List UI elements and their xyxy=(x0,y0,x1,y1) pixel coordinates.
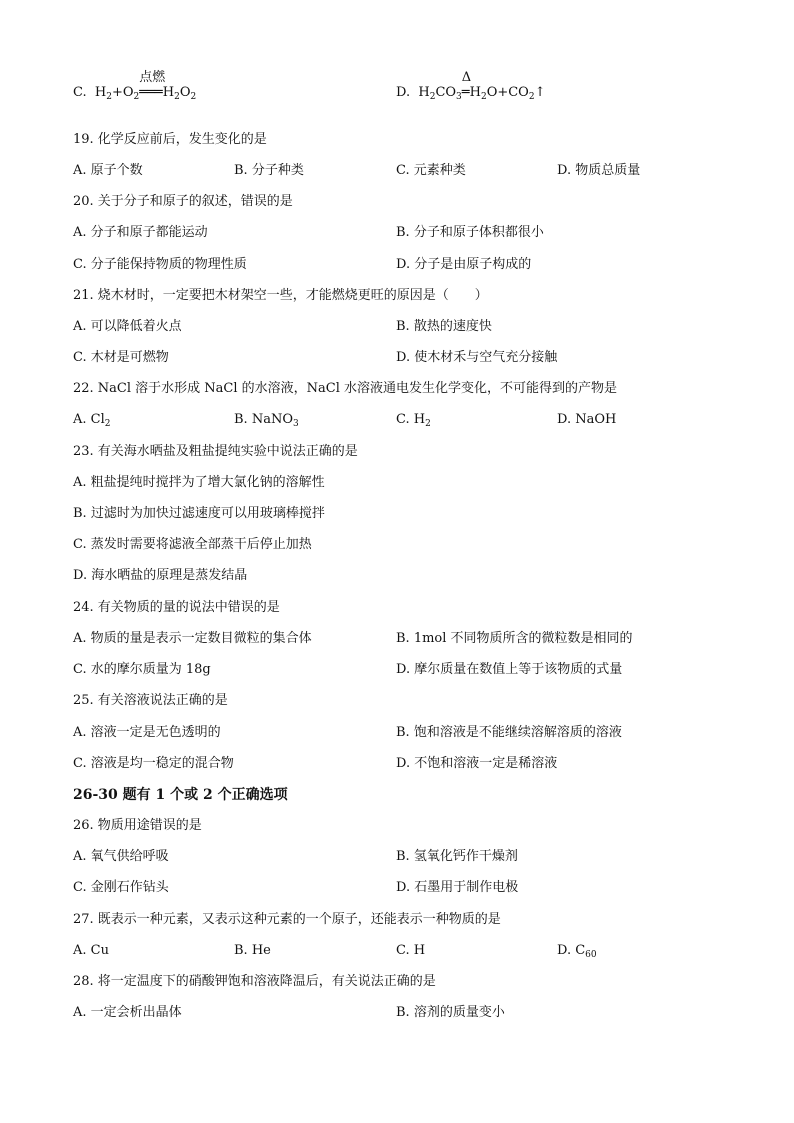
q24-stem: 24. 有关物质的量的说法中错误的是 xyxy=(73,600,280,615)
q18-d-rhs-h-sub: 2 xyxy=(480,92,487,102)
q18-d-condition: Δ xyxy=(461,70,472,85)
q27-option-a: A. Cu xyxy=(73,943,109,958)
q19-option-c: C. 元素种类 xyxy=(396,163,466,178)
q22-stem: 22. NaCl 溶于水形成 NaCl 的水溶液，NaCl 水溶液通电发生化学变化，不可能得到的产物是 xyxy=(73,381,618,396)
q24-option-c: C. 水的摩尔质量为 18g xyxy=(73,662,211,677)
q26-option-d: D. 石墨用于制作电极 xyxy=(396,880,519,895)
q20-stem: 20. 关于分子和原子的叙述，错误的是 xyxy=(73,194,293,209)
q28-option-a: A. 一定会析出晶体 xyxy=(73,1005,182,1020)
q22-option-c xyxy=(396,412,431,428)
q18-d-h: H xyxy=(418,85,430,100)
q27-option-d xyxy=(557,943,597,959)
q18-c-arrow: ═══ xyxy=(139,85,163,100)
section-title: 26-30 题有 1 个或 2 个正确选项 xyxy=(73,787,288,803)
q18-d-gas-arrow: ↑ xyxy=(534,85,546,100)
q26-option-c: C. 金刚石作钻头 xyxy=(73,880,169,895)
q25-option-d: D. 不饱和溶液一定是稀溶液 xyxy=(396,756,558,771)
q18-d-rhs-sub: 2 xyxy=(528,92,535,102)
q27-stem: 27. 既表示一种元素，又表示这种元素的一个原子，还能表示一种物质的是 xyxy=(73,912,501,927)
q22-option-a xyxy=(73,412,111,428)
q18-c-condition-arrow xyxy=(139,70,166,101)
q22-b-text: B. NaNO xyxy=(234,412,293,427)
q26-option-b: B. 氢氧化钙作干燥剂 xyxy=(396,849,518,864)
q18-d-rhs-h: H xyxy=(469,85,481,100)
q18-c-equation xyxy=(94,70,197,102)
q22-option-d: D. NaOH xyxy=(557,412,617,427)
q24-option-b: B. 1mol 不同物质所含的微粒数是相同的 xyxy=(396,631,633,646)
q19-option-b: B. 分子种类 xyxy=(234,163,304,178)
q18-c-h-sub: 2 xyxy=(106,92,112,102)
q19-option-a: A. 原子个数 xyxy=(73,163,143,178)
q18-d-co: CO xyxy=(435,85,457,100)
q20-option-d: D. 分子是由原子构成的 xyxy=(396,257,532,272)
q19-stem: 19. 化学反应前后，发生变化的是 xyxy=(73,132,267,147)
q21-stem: 21. 烧木材时，一定要把木材架空一些，才能燃烧更旺的原因是（ ） xyxy=(73,288,488,303)
q18-d-co-sub: 3 xyxy=(456,92,462,102)
q22-b-sub: 3 xyxy=(292,419,299,429)
q18-d-h-sub: 2 xyxy=(429,92,436,102)
q18-c-label: C. xyxy=(73,85,87,100)
q18-c-rhs-sub2: 2 xyxy=(190,92,197,102)
q18-d-eq: ═ xyxy=(461,85,470,100)
q22-c-sub: 2 xyxy=(425,419,431,429)
q27-d-text: D. C xyxy=(557,943,586,958)
q22-option-b xyxy=(234,412,299,428)
q21-option-c: C. 木材是可燃物 xyxy=(73,350,169,365)
q22-a-sub: 2 xyxy=(104,419,111,429)
q18-d-label: D. xyxy=(396,85,411,100)
q18-c-rhs-h: H xyxy=(162,85,175,100)
q18-option-c xyxy=(73,70,197,102)
q21-option-b: B. 散热的速度快 xyxy=(396,319,492,334)
q22-c-text: C. H xyxy=(396,412,426,427)
q20-option-b: B. 分子和原子体积都很小 xyxy=(396,225,544,240)
q26-stem: 26. 物质用途错误的是 xyxy=(73,818,202,833)
q19-option-d: D. 物质总质量 xyxy=(557,163,641,178)
q18-c-rhs-sub1: 2 xyxy=(174,92,180,102)
q23-option-d: D. 海水晒盐的原理是蒸发结晶 xyxy=(73,568,248,583)
q25-stem: 25. 有关溶液说法正确的是 xyxy=(73,693,228,708)
q26-option-a: A. 氧气供给呼吸 xyxy=(73,849,169,864)
q24-option-a: A. 物质的量是表示一定数目微粒的集合体 xyxy=(73,631,312,646)
q28-option-b: B. 溶剂的质量变小 xyxy=(396,1005,505,1020)
q21-option-d: D. 使木材禾与空气充分接触 xyxy=(396,350,558,365)
q18-c-plus-o: +O xyxy=(111,85,134,100)
q24-option-d: D. 摩尔质量在数值上等于该物质的式量 xyxy=(396,662,623,677)
q23-option-c: C. 蒸发时需要将滤液全部蒸干后停止加热 xyxy=(73,537,312,552)
q18-d-rhs-mid: O+CO xyxy=(486,85,529,100)
q25-option-a: A. 溶液一定是无色透明的 xyxy=(73,725,221,740)
q22-a-text: A. Cl xyxy=(73,412,105,427)
q18-c-h: H xyxy=(94,85,107,100)
q18-c-rhs-o: O xyxy=(179,85,191,100)
q20-option-a: A. 分子和原子都能运动 xyxy=(73,225,208,240)
q20-option-c: C. 分子能保持物质的物理性质 xyxy=(73,257,247,272)
q23-option-a: A. 粗盐提纯时搅拌为了增大氯化钠的溶解性 xyxy=(73,475,325,490)
q25-option-b: B. 饱和溶液是不能继续溶解溶质的溶液 xyxy=(396,725,622,740)
q18-d-condition-arrow xyxy=(461,70,472,101)
q28-stem: 28. 将一定温度下的硝酸钾饱和溶液降温后，有关说法正确的是 xyxy=(73,974,436,989)
q27-option-c: C. H xyxy=(396,943,426,958)
q23-option-b: B. 过滤时为加快过滤速度可以用玻璃棒搅拌 xyxy=(73,506,325,521)
q27-d-sub: 60 xyxy=(585,950,597,960)
q18-option-d xyxy=(396,70,546,102)
q18-c-o-sub: 2 xyxy=(133,92,140,102)
q23-stem: 23. 有关海水晒盐及粗盐提纯实验中说法正确的是 xyxy=(73,444,358,459)
q18-d-equation xyxy=(418,70,546,102)
q27-option-b: B. He xyxy=(234,943,271,958)
q21-option-a: A. 可以降低着火点 xyxy=(73,319,182,334)
q25-option-c: C. 溶液是均一稳定的混合物 xyxy=(73,756,234,771)
q18-c-condition: 点燃 xyxy=(139,70,166,85)
